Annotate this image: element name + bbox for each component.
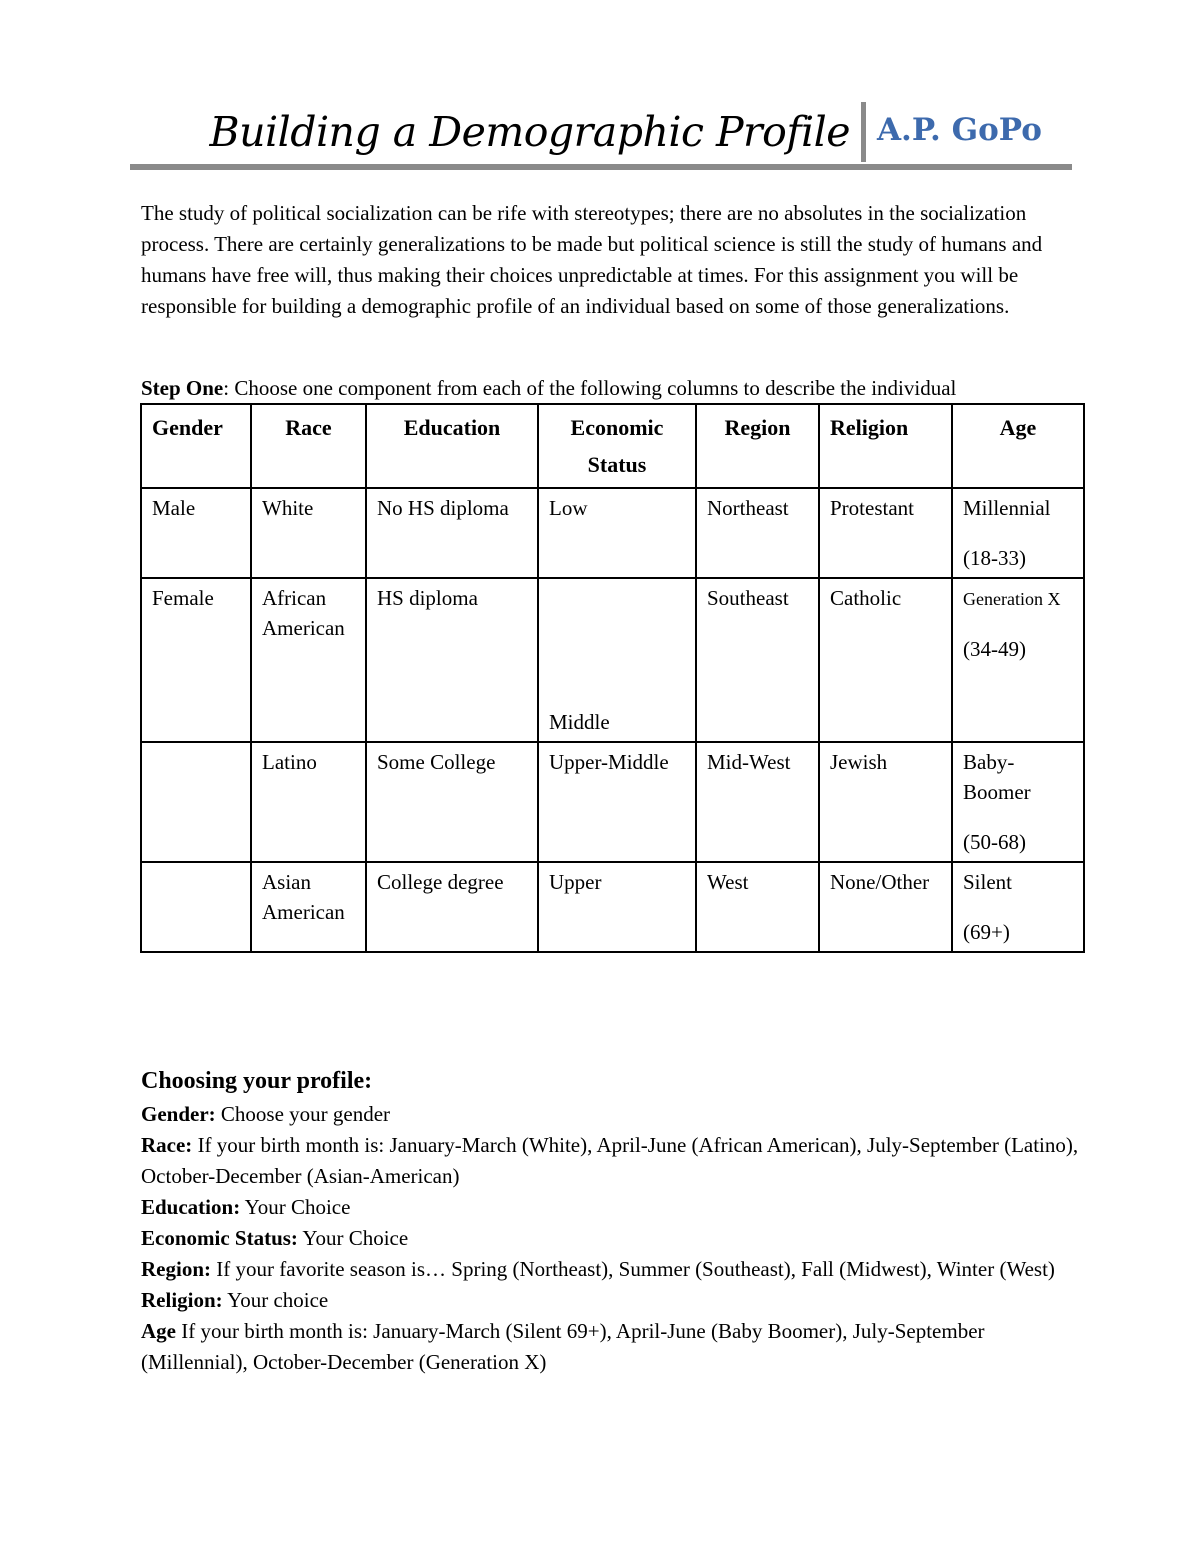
age-name: Millennial	[963, 496, 1051, 520]
step-one-instruction	[141, 373, 1086, 403]
rule-label: Religion:	[141, 1288, 223, 1312]
rule-region	[141, 1254, 1081, 1285]
table-row	[141, 578, 1084, 742]
table-row	[141, 488, 1084, 578]
rule-label: Economic Status:	[141, 1226, 298, 1250]
table-row	[141, 742, 1084, 862]
header-education: Education	[366, 404, 538, 488]
rule-education	[141, 1192, 1081, 1223]
cell-economic-status: Low	[538, 488, 696, 578]
header-gender: Gender	[141, 404, 251, 488]
age-name: Generation X	[963, 589, 1061, 609]
intro-paragraph: The study of political socialization can be rife with stereotypes; there are no absolutes in the socialization process. There are certainly generalizations to be made but political science is still the study of humans and humans have free will, thus making their choices unpredictable at times. For this assignment you will be responsible for building a demographic profile of an individual based on some of those generalizations.	[141, 201, 1043, 318]
table-header-row	[141, 404, 1084, 488]
cell-gender	[141, 742, 251, 862]
cell-region: Northeast	[696, 488, 819, 578]
title-divider	[861, 102, 866, 162]
table-row	[141, 862, 1084, 952]
demographic-table	[140, 403, 1085, 953]
age-range: (50-68)	[963, 830, 1026, 854]
cell-economic-status: Middle	[538, 578, 696, 742]
cell-education: HS diploma	[366, 578, 538, 742]
step-one-label: Step One	[141, 376, 224, 400]
header-region: Region	[696, 404, 819, 488]
choosing-profile-section	[141, 1065, 1081, 1378]
cell-education: College degree	[366, 862, 538, 952]
cell-region: Mid-West	[696, 742, 819, 862]
rule-label: Race:	[141, 1133, 193, 1157]
cell-race: Latino	[251, 742, 366, 862]
cell-race: White	[251, 488, 366, 578]
cell-economic-status: Upper	[538, 862, 696, 952]
cell-age	[952, 862, 1084, 952]
cell-religion: Catholic	[819, 578, 952, 742]
age-name: Silent	[963, 870, 1013, 894]
rule-text: Your Choice	[240, 1195, 351, 1219]
rule-economic-status	[141, 1223, 1081, 1254]
cell-gender: Female	[141, 578, 251, 742]
cell-education: No HS diploma	[366, 488, 538, 578]
cell-age	[952, 742, 1084, 862]
rule-text: Choose your gender	[215, 1102, 391, 1126]
header-economic-status: Economic Status	[538, 404, 696, 488]
rule-text: If your favorite season is… Spring (Northeast), Summer (Southeast), Fall (Midwest), Winter (West)	[211, 1257, 1055, 1281]
cell-age	[952, 488, 1084, 578]
step-one-text: : Choose one component from each of the following columns to describe the individual	[223, 376, 957, 400]
cell-gender: Male	[141, 488, 251, 578]
cell-race: Asian American	[251, 862, 366, 952]
rule-text: If your birth month is: January-March (Silent 69+), April-June (Baby Boomer), July-September (Millennial), October-December (Generation X)	[141, 1319, 985, 1374]
course-name: A.P. GoPo	[877, 112, 1042, 148]
cell-gender	[141, 862, 251, 952]
rule-age	[141, 1316, 1081, 1378]
rule-label: Age	[141, 1319, 176, 1343]
cell-religion: Protestant	[819, 488, 952, 578]
rule-text: If your birth month is: January-March (White), April-June (African American), July-September (Latino), October-December (Asian-American)	[141, 1133, 1079, 1188]
header-rule	[130, 164, 1072, 170]
rule-race	[141, 1130, 1081, 1192]
rule-label: Education:	[141, 1195, 241, 1219]
header-race: Race	[251, 404, 366, 488]
cell-education: Some College	[366, 742, 538, 862]
header-age: Age	[952, 404, 1084, 488]
rule-religion	[141, 1285, 1081, 1316]
header-religion: Religion	[819, 404, 952, 488]
cell-region: West	[696, 862, 819, 952]
age-range: (34-49)	[963, 637, 1026, 661]
choosing-heading: Choosing your profile:	[141, 1068, 373, 1094]
cell-region: Southeast	[696, 578, 819, 742]
document-header	[130, 96, 1072, 170]
cell-race: African American	[251, 578, 366, 742]
age-range: (18-33)	[963, 546, 1026, 570]
cell-religion: None/Other	[819, 862, 952, 952]
rule-text: Your choice	[222, 1288, 329, 1312]
age-name: Baby-Boomer	[963, 750, 1031, 804]
cell-age	[952, 578, 1084, 742]
rule-text: Your Choice	[297, 1226, 409, 1250]
cell-economic-status: Upper-Middle	[538, 742, 696, 862]
rule-label: Region:	[141, 1257, 211, 1281]
page-title: Building a Demographic Profile	[209, 108, 850, 156]
age-range: (69+)	[963, 920, 1010, 944]
rule-gender	[141, 1099, 1081, 1130]
cell-religion: Jewish	[819, 742, 952, 862]
rule-label: Gender:	[141, 1102, 216, 1126]
